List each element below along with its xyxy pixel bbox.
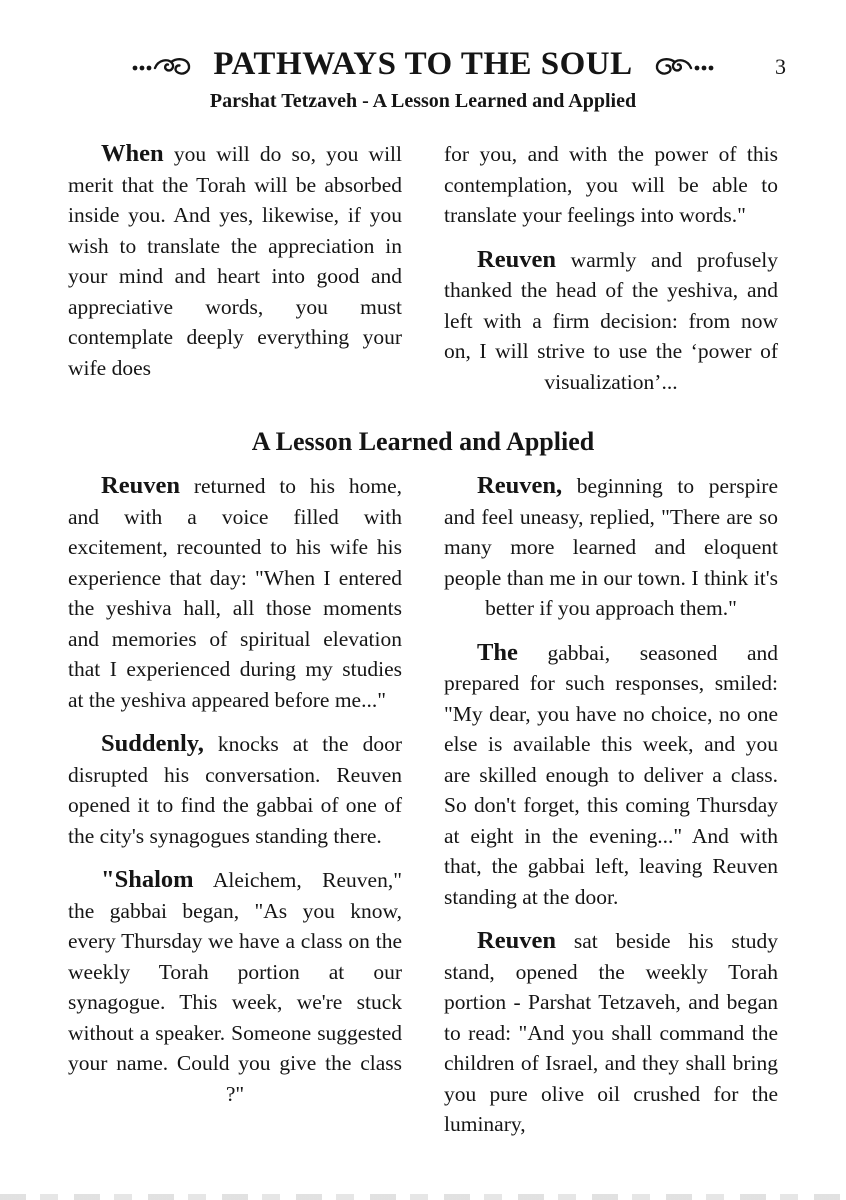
paragraph (444, 926, 778, 1140)
bottom-right-column (444, 471, 778, 1154)
top-section (68, 139, 778, 411)
paragraph-text: beginning to perspire and feel uneasy, replied, "There are so many more learned and eloquent people than me in our town. I think it's better if you approach them." (444, 474, 778, 620)
page-title: PATHWAYS TO THE SOUL (213, 46, 633, 82)
paragraph-text: gabbai, seasoned and prepared for such responses, smiled: "My dear, you have no choice, no one else is available this week, and you are skilled enough to deliver a class. So don't forget, this coming Thursday at eight in the evening..." And with that, the gabbai left, leaving Reuven standing at the door. (444, 640, 779, 909)
paragraph-lead: Reuven (477, 927, 556, 954)
page-subtitle: Parshat Tetzaveh - A Lesson Learned and Applied (209, 90, 637, 112)
paragraph-text: sat beside his study stand, opened the weekly Torah portion - Parshat Tetzaveh, and began to read: "And you shall command the children of Israel, and they shall bring you pure olive oil crushed for the luminary, (444, 929, 778, 1136)
page-number: 3 (775, 54, 786, 79)
paragraph-lead: Reuven (101, 472, 180, 499)
paragraph (68, 729, 402, 851)
paragraph (444, 139, 778, 231)
paragraph-lead: Reuven, (477, 472, 563, 499)
title-row (68, 46, 778, 83)
flourish-left-icon (131, 52, 203, 78)
paragraph (68, 471, 402, 715)
next-line-cutoff (0, 1194, 846, 1200)
paragraph-text: you will do so, you will merit that the Torah will be absorbed inside you. And yes, likewise, if you wish to translate the appreciation in your mind and heart into good and appreciative words, you must contemplate deeply everything your wife does (68, 142, 403, 380)
page-header (68, 46, 786, 113)
top-right-column (444, 139, 778, 411)
paragraph-text: Aleichem, Reuven," the gabbai began, "As you know, every Thursday we have a class on the weekly Torah portion at our synagogue. This week, we're stuck without a speaker. Someone suggested your name. Could you give the class ?" (68, 868, 402, 1106)
paragraph (68, 139, 402, 383)
paragraph-lead: Suddenly, (101, 730, 204, 757)
paragraph-lead: When (101, 140, 164, 167)
paragraph-lead: The (477, 638, 518, 666)
paragraph-text: knocks at the door disrupted his conversation. Reuven opened it to find the gabbai of one of the city's synagogues standing there. (68, 732, 402, 848)
paragraph (444, 638, 778, 913)
paragraph (68, 865, 402, 1109)
bottom-left-column (68, 471, 402, 1154)
paragraph-text: returned to his home, and with a voice filled with excitement, recounted to his wife his experience that day: "When I entered the yeshiva hall, all those moments and memories of spiritual elevation that I experienced during my studies at the yeshiva appeared before me..." (68, 474, 403, 712)
paragraph (444, 471, 778, 624)
paragraph-text: for you, and with the power of this contemplation, you will be able to translate your feelings into words." (444, 142, 778, 227)
bottom-section (68, 471, 778, 1154)
flourish-right-icon (643, 52, 715, 78)
paragraph (444, 245, 778, 398)
paragraph-text: warmly and profusely thanked the head of the yeshiva, and left with a firm decision: from now on, I will strive to use the ‘power of visualization’... (444, 247, 779, 394)
paragraph-lead: "Shalom (101, 866, 194, 893)
section-heading: A Lesson Learned and Applied (251, 427, 595, 456)
top-left-column (68, 139, 402, 411)
paragraph-lead: Reuven (477, 245, 556, 273)
